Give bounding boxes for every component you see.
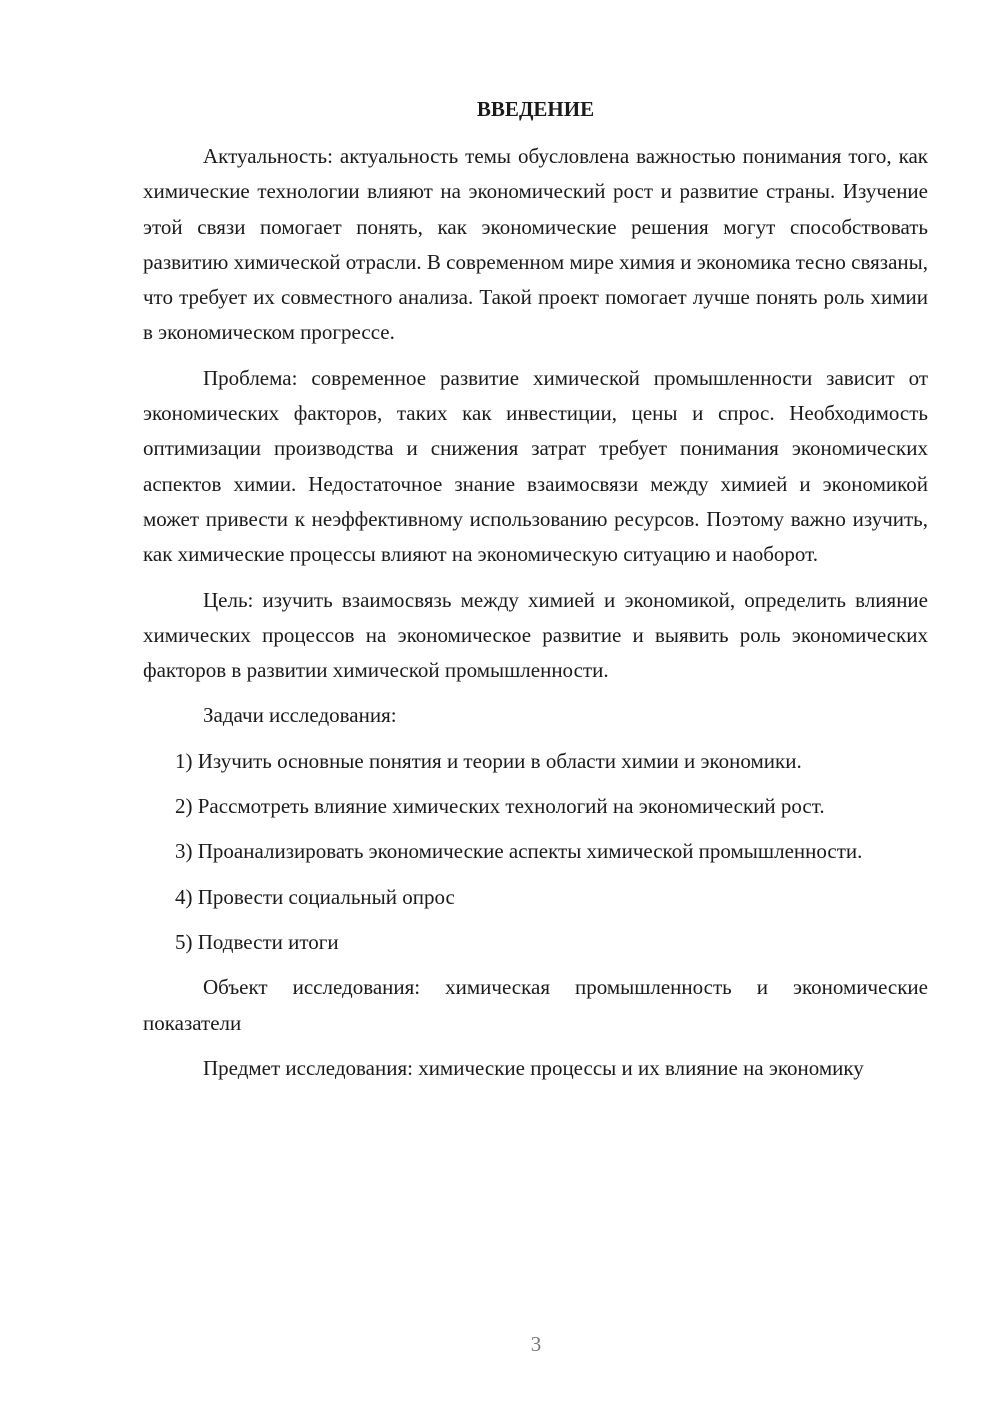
task-item-2: 2) Рассмотреть влияние химических технологий на экономический рост. [175, 794, 825, 819]
task-item-1: 1) Изучить основные понятия и теории в области химии и экономики. [175, 748, 802, 773]
document-page [143, 92, 928, 1096]
page-title: ВВЕДЕНИЕ [476, 97, 595, 121]
task-item-5: 5) Подвести итоги [175, 929, 339, 954]
paragraph-subject: Предмет исследования: химические процессы и их влияние на экономику [203, 1055, 864, 1080]
task-item-4: 4) Провести социальный опрос [175, 884, 455, 909]
paragraph-relevance: Актуальность: актуальность темы обусловлена важностью понимания того, как химические технологии влияют на экономический рост и развитие страны. Изучение этой связи помогает понять, как экономические решения могут способствовать развитию химической отрасли. В современном мире химия и экономика тесно связаны, что требует их совместного анализа. Такой проект помогает лучше понять роль химии в экономическом прогрессе. [143, 144, 928, 345]
paragraph-goal: Цель: изучить взаимосвязь между химией и экономикой, определить влияние химических процессов на экономическое развитие и выявить роль экономических факторов в развитии химической промышленности. [143, 587, 928, 683]
task-item-3: 3) Проанализировать экономические аспекты химической промышленности. [175, 839, 863, 864]
page-number: 3 [530, 1332, 542, 1356]
paragraph-object: Объект исследования: химическая промышленность и экономические показатели [143, 975, 928, 1035]
tasks-heading: Задачи исследования: [203, 703, 397, 728]
paragraph-problem: Проблема: современное развитие химической промышленности зависит от экономических факторов, таких как инвестиции, цены и спрос. Необходимость оптимизации производства и снижения затрат требует понимания экономических аспектов химии. Недостаточное знание взаимосвязи между химией и экономикой может привести к неэффективному использованию ресурсов. Поэтому важно изучить, как химические процессы влияют на экономическую ситуацию и наоборот. [143, 365, 928, 567]
